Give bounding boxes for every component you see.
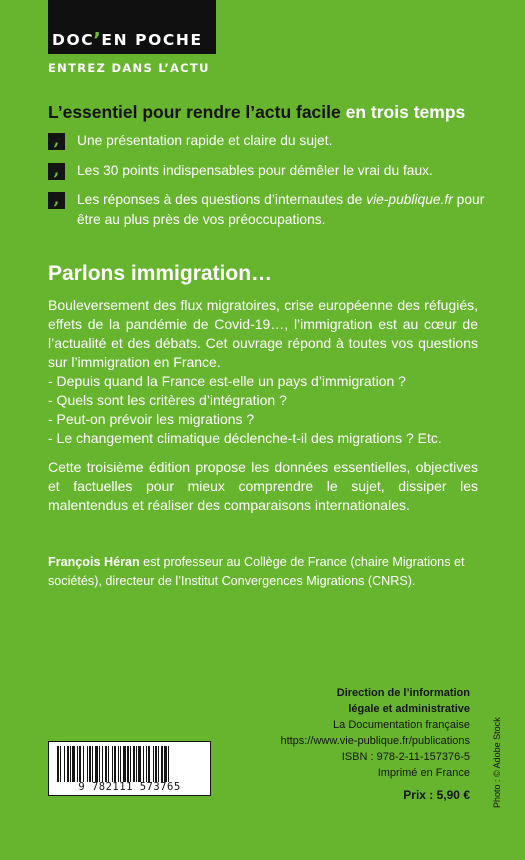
brand-tagline: ENTREZ DANS L’ACTU	[48, 61, 210, 75]
barcode-bar	[67, 746, 69, 782]
photo-credit: Photo : © Adobe Stock	[492, 717, 502, 808]
barcode-bar	[99, 746, 100, 782]
publisher-info	[280, 685, 470, 803]
headline-accent: en trois temps	[345, 102, 466, 122]
question-item: - Peut-on prévoir les migrations ?	[48, 411, 255, 427]
feature-text: Les réponses à des questions d’internautes de	[77, 192, 367, 207]
feature-item	[48, 161, 488, 181]
barcode-bar	[95, 746, 98, 782]
author-name: François Héran	[48, 555, 140, 569]
publisher-name: La Documentation française	[333, 719, 470, 731]
comma-icon: ,	[48, 163, 65, 180]
barcode-bar	[138, 746, 141, 782]
headline-main: L’essentiel pour rendre l’actu facile	[48, 102, 341, 122]
brand-comma-mark: ’	[93, 28, 103, 52]
barcode-bar	[92, 746, 93, 782]
publisher-line: légale et administrative	[348, 703, 470, 715]
barcode-bar	[153, 746, 154, 782]
barcode	[48, 741, 211, 796]
barcode-bar	[164, 746, 167, 782]
barcode-bar	[89, 746, 91, 782]
comma-icon: ,	[48, 133, 65, 150]
barcode-bar	[133, 746, 135, 782]
barcode-bar	[148, 746, 150, 782]
barcode-icon	[51, 746, 208, 782]
section-title: Parlons immigration…	[48, 262, 273, 285]
barcode-bar	[83, 746, 84, 782]
body-text	[48, 296, 478, 515]
publisher-line: Direction de l’information	[336, 687, 470, 699]
website-link[interactable]: vie-publique.fr	[366, 192, 453, 207]
barcode-bar	[123, 746, 126, 782]
isbn: ISBN : 978-2-11-157376-5	[341, 751, 470, 763]
question-item: - Depuis quand la France est-elle un pays d’immigration ?	[48, 373, 406, 389]
barcode-bar	[146, 746, 147, 782]
barcode-bar	[72, 746, 75, 782]
barcode-bar	[77, 746, 78, 782]
printed-in: Imprimé en France	[377, 767, 470, 779]
barcode-bar	[158, 746, 159, 782]
barcode-bar	[118, 746, 119, 782]
brand-title: DOC’EN POCHE	[52, 28, 203, 52]
barcode-bar	[57, 746, 59, 782]
barcode-bar	[112, 746, 113, 782]
question-item: - Quels sont les critères d’intégration ?	[48, 392, 287, 408]
feature-list	[48, 131, 488, 239]
barcode-bar	[114, 746, 116, 782]
price: Prix : 5,90 €	[403, 788, 470, 802]
author-description: est professeur au Collège de France (chaire Migrations et sociétés), directeur de l’Institut Convergences Migrations (CNRS).	[48, 555, 465, 588]
barcode-bar	[168, 746, 169, 782]
barcode-bar	[155, 746, 157, 782]
feature-text: Une présentation rapide et claire du sujet.	[77, 133, 333, 148]
feature-item	[48, 190, 488, 229]
barcode-bar	[105, 746, 107, 782]
barcode-bar	[87, 746, 88, 782]
barcode-bar	[127, 746, 129, 782]
barcode-bar	[102, 746, 103, 782]
intro-paragraph: Bouleversement des flux migratoires, crise européenne des réfugiés, effets de la pandémie de Covid-19…, l’immigration est au cœur de l’actualité et des débats. Cet ouvrage répond à toutes vos questions sur l’immigration en France.	[48, 297, 478, 370]
barcode-bar	[79, 746, 81, 782]
feature-text: pour être au plus près de vos préoccupations.	[77, 192, 485, 227]
closing-paragraph: Cette troisième édition propose les données essentielles, objectives et factuelles pour mieux comprendre le sujet, dissiper les malentendus et réaliser des comparaisons internationales.	[48, 459, 478, 513]
barcode-bar	[70, 746, 71, 782]
feature-item	[48, 131, 488, 151]
author-bio	[48, 553, 478, 591]
barcode-bar	[161, 746, 163, 782]
headline	[48, 102, 465, 123]
publisher-url[interactable]: https://www.vie-publique.fr/publications	[280, 735, 470, 747]
barcode-digits: 9 782111 573765	[78, 781, 181, 793]
barcode-bar	[143, 746, 144, 782]
comma-icon: ,	[48, 192, 65, 209]
feature-text: Les 30 points indispensables pour démêler le vrai du faux.	[77, 162, 433, 178]
question-item: - Le changement climatique déclenche-t-il des migrations ? Etc.	[48, 430, 442, 446]
barcode-bar	[108, 746, 109, 782]
barcode-bar	[64, 746, 65, 782]
barcode-bar	[130, 746, 131, 782]
barcode-bar	[136, 746, 137, 782]
barcode-bar	[60, 746, 61, 782]
barcode-bar	[120, 746, 121, 782]
